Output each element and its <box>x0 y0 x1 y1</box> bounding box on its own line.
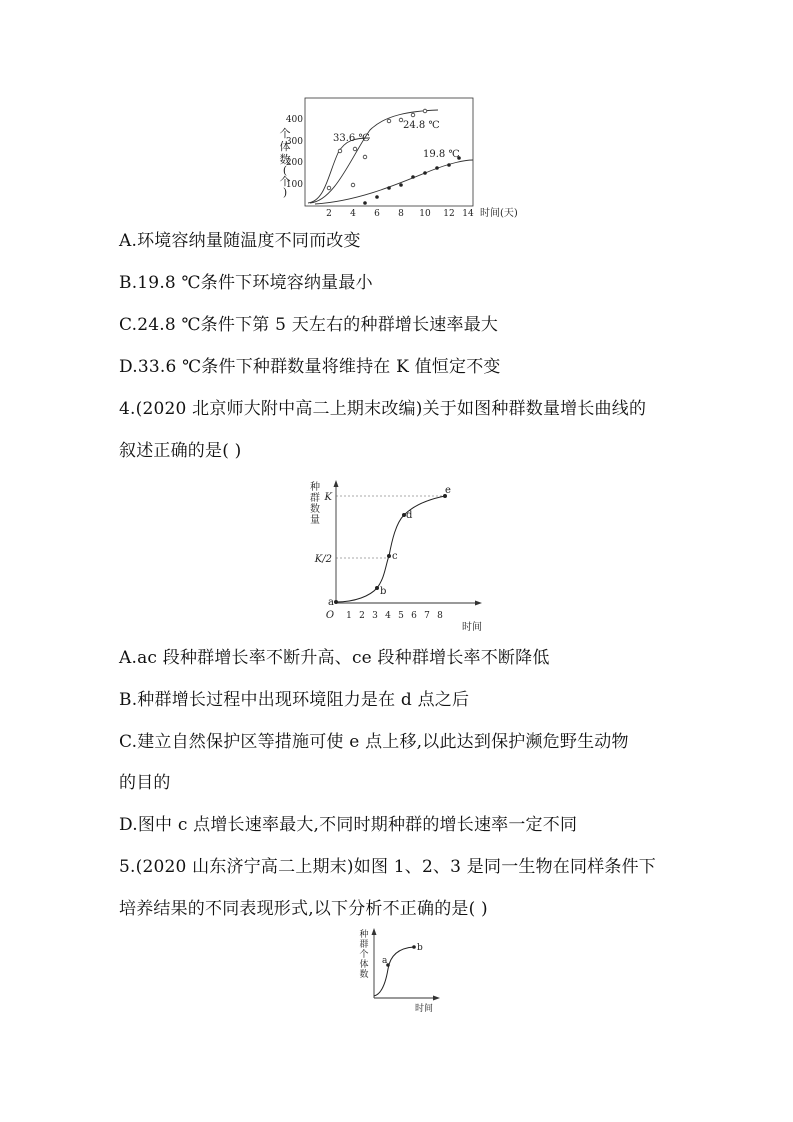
data-point-open <box>411 113 415 117</box>
y-label-char: 数 <box>279 153 291 166</box>
curve-label-19-8: 19.8 ℃ <box>423 149 460 160</box>
x-tick-label: 2 <box>359 611 365 621</box>
curve-label-33-6: 33.6 ℃ <box>333 133 370 144</box>
y-label-char: 体 <box>279 140 291 153</box>
x-axis-label: 时间 <box>462 622 482 633</box>
q4-stem-line1: 4.(2020 北京师大附中高二上期末改编)关于如图种群数量增长曲线的 <box>119 399 647 419</box>
point-label-b: b <box>380 586 387 597</box>
data-point-open <box>351 183 355 187</box>
x-axis-label: 时间 <box>414 1004 434 1014</box>
data-point-open <box>338 149 342 153</box>
s-curve <box>336 496 445 602</box>
data-point-open <box>353 147 357 151</box>
y-label-char: 种 <box>359 930 369 940</box>
y-tick-k-half: K/2 <box>314 554 332 565</box>
q4-option-a: A.ac 段种群增长率不断升高、ce 段种群增长率不断降低 <box>119 648 550 668</box>
x-tick-label: 3 <box>372 611 378 621</box>
q4-option-b: B.种群增长过程中出现环境阻力是在 d 点之后 <box>119 690 470 710</box>
y-label-char: 个 <box>279 175 291 188</box>
data-point-filled <box>447 163 451 167</box>
x-tick-label: 10 <box>419 209 431 219</box>
x-tick-label: 1 <box>346 611 352 621</box>
figure-temperature-growth-curves <box>270 95 518 225</box>
data-point-filled <box>375 195 379 199</box>
y-tick-label: 200 <box>285 158 303 168</box>
y-label-char: 群 <box>310 493 320 504</box>
y-axis-arrow <box>372 928 377 935</box>
data-point-open <box>387 119 391 123</box>
x-axis-arrow <box>433 996 440 1001</box>
x-tick-label: 14 <box>462 209 474 219</box>
q4-option-d: D.图中 c 点增长速率最大,不同时期种群的增长速率一定不同 <box>119 815 578 835</box>
data-point-open <box>327 186 331 190</box>
y-label-char: 个 <box>279 127 291 140</box>
x-tick-label: 7 <box>424 611 430 621</box>
x-tick-label: 5 <box>398 611 404 621</box>
small-s-curve <box>374 947 414 996</box>
y-tick-label: 300 <box>285 137 303 147</box>
y-label-char: 种 <box>310 482 320 493</box>
origin-label: O <box>325 610 335 621</box>
point-a <box>334 600 338 604</box>
data-point-filled <box>363 201 367 205</box>
point-b <box>375 586 379 590</box>
y-tick-label: 400 <box>285 115 303 125</box>
data-point-filled <box>423 171 427 175</box>
y-label-char: 群 <box>359 940 369 950</box>
point-c <box>387 554 391 558</box>
data-point-filled <box>399 183 403 187</box>
y-label-char: 数 <box>310 504 320 515</box>
curve-33-6 <box>308 138 370 203</box>
y-tick-label: 100 <box>285 180 303 190</box>
data-point-filled <box>387 186 391 190</box>
point-label-b: b <box>417 943 423 953</box>
figure-s-curve <box>300 478 500 638</box>
q3-option-d: D.33.6 ℃条件下种群数量将维持在 K 值恒定不变 <box>119 357 501 377</box>
x-tick-label: 12 <box>443 209 455 219</box>
x-tick-label: 8 <box>437 611 443 621</box>
y-label-char: 个 <box>359 950 369 960</box>
point-b <box>412 945 416 949</box>
q4-option-c-cont: 的目的 <box>119 773 171 793</box>
point-label-a: a <box>328 597 334 608</box>
q3-option-a: A.环境容纳量随温度不同而改变 <box>119 231 361 251</box>
q4-stem-line2: 叙述正确的是( ) <box>119 441 242 461</box>
data-point-filled <box>411 175 415 179</box>
data-point-open <box>363 155 367 159</box>
x-tick-label: 4 <box>385 611 391 621</box>
point-label-a: a <box>382 956 388 966</box>
curve-label-24-8: 24.8 ℃ <box>403 120 440 131</box>
y-label-char: 体 <box>359 960 369 970</box>
figure-small-s-curve <box>350 926 450 1016</box>
point-label-d: d <box>406 510 413 521</box>
x-tick-label: 4 <box>350 209 356 219</box>
data-point-filled <box>435 166 439 170</box>
q5-stem-line1: 5.(2020 山东济宁高二上期末)如图 1、2、3 是同一生物在同样条件下 <box>119 857 657 877</box>
y-label-char: 数 <box>359 970 369 980</box>
x-tick-label: 6 <box>411 611 417 621</box>
point-label-e: e <box>445 485 451 496</box>
x-axis-arrow <box>475 601 482 606</box>
x-axis-label: 时间(天) <box>480 208 518 219</box>
x-tick-label: 8 <box>398 209 404 219</box>
y-tick-k: K <box>324 492 332 503</box>
y-label-char: ( <box>282 164 288 177</box>
x-tick-label: 6 <box>374 209 380 219</box>
data-point-open <box>423 109 427 113</box>
y-label-char: ) <box>282 186 288 199</box>
q5-stem-line2: 培养结果的不同表现形式,以下分析不正确的是( ) <box>119 899 488 919</box>
q3-option-c: C.24.8 ℃条件下第 5 天左右的种群增长速率最大 <box>119 315 499 335</box>
q4-option-c: C.建立自然保护区等措施可使 e 点上移,以此达到保护濒危野生动物 <box>119 732 629 752</box>
y-label-char: 量 <box>310 515 320 526</box>
q3-option-b: B.19.8 ℃条件下环境容纳量最小 <box>119 273 373 293</box>
point-label-c: c <box>392 551 398 562</box>
y-axis-arrow <box>334 480 339 487</box>
x-tick-label: 2 <box>326 209 332 219</box>
